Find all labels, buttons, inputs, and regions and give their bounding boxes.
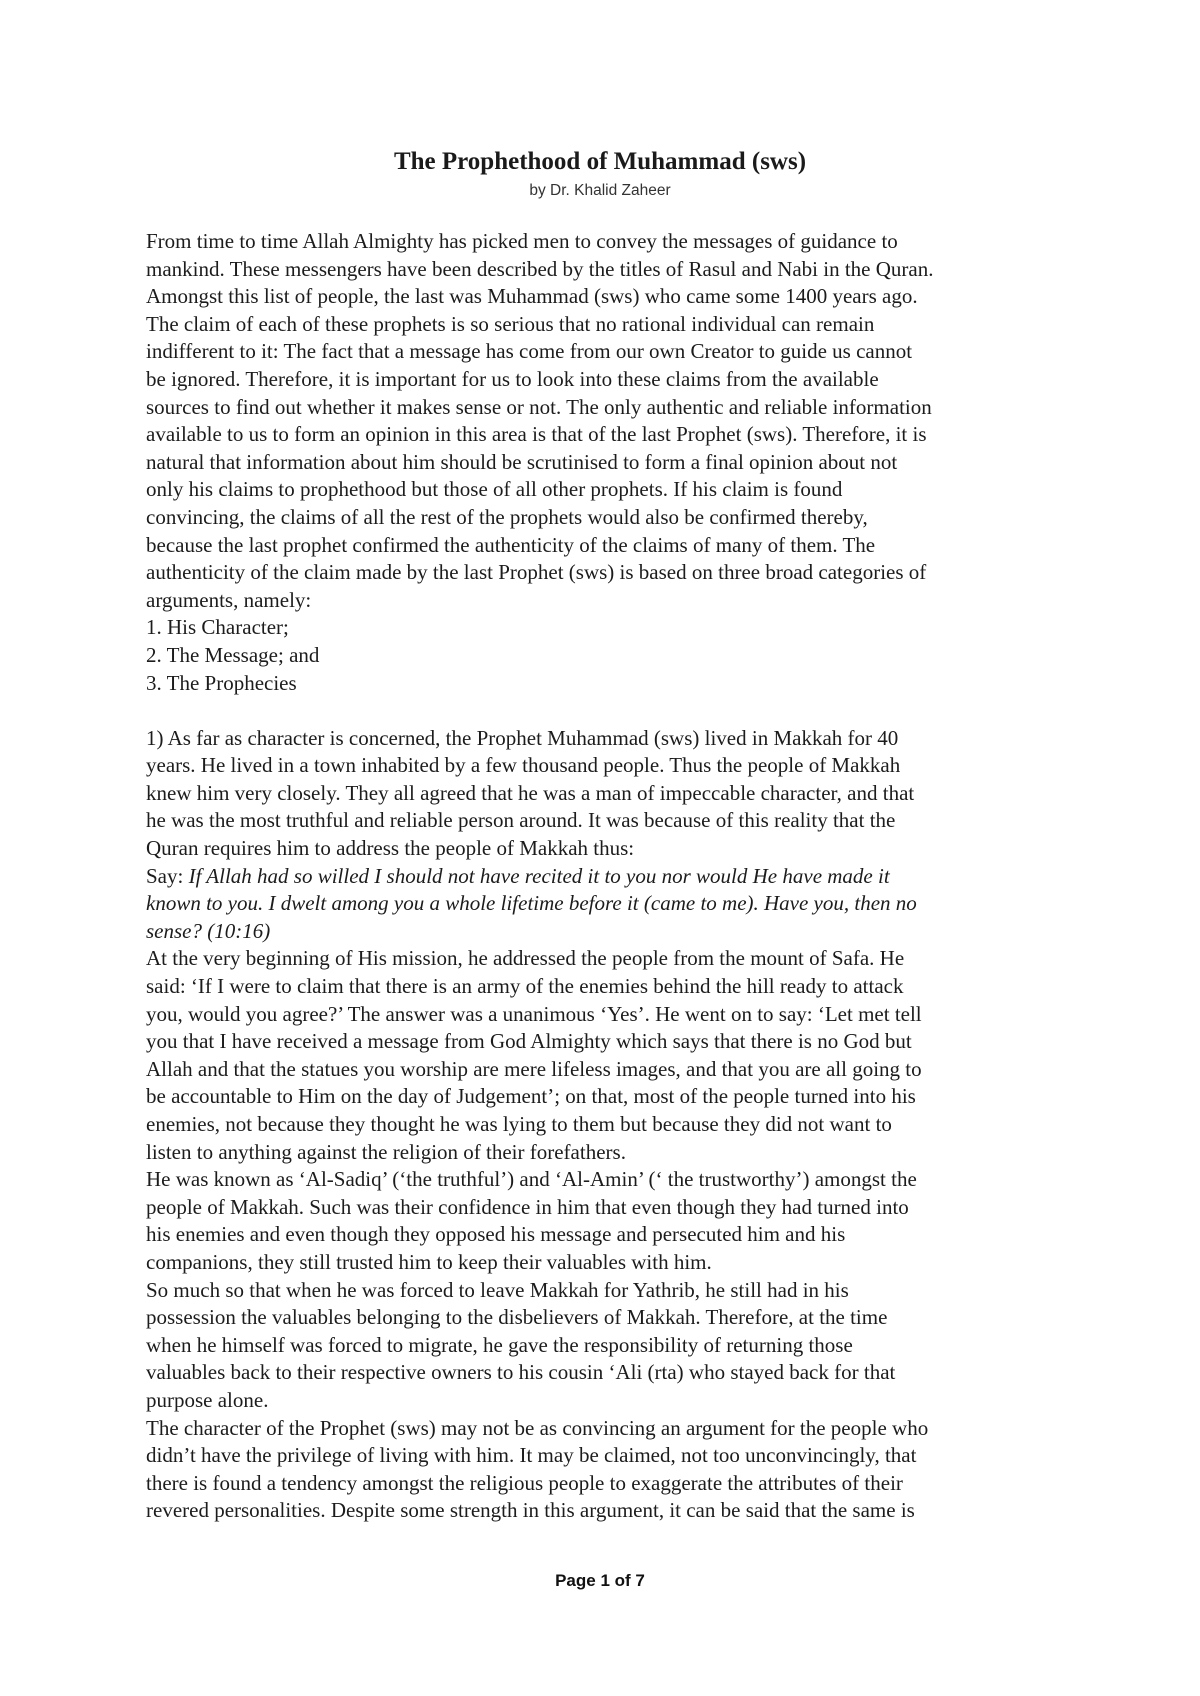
blank-line [146, 697, 1066, 725]
page-of-label: of [609, 1571, 636, 1590]
document-body [146, 228, 1066, 1525]
quote-line: sense? (10:16) [146, 918, 271, 943]
body-line: indifferent to it: The fact that a message has come from our own Creator to guide us cannot [146, 339, 913, 364]
body-line: From time to time Allah Almighty has picked men to convey the messages of guidance to [146, 229, 898, 253]
body-line: arguments, namely: [146, 587, 312, 612]
body-line: when he himself was forced to migrate, he gave the responsibility of returning those [146, 1332, 853, 1357]
body-line: convincing, the claims of all the rest of the prophets would also be confirmed thereby, [146, 504, 868, 529]
body-line: because the last prophet confirmed the authenticity of the claims of many of them. The [146, 532, 876, 557]
body-line: So much so that when he was forced to leave Makkah for Yathrib, he still had in his [146, 1277, 849, 1302]
body-line: people of Makkah. Such was their confidence in him that even though they had turned into [146, 1194, 909, 1219]
body-line: only his claims to prophethood but those of all other prophets. If his claim is found [146, 477, 843, 502]
body-line: valuables back to their respective owners to his cousin ‘Ali (rta) who stayed back for that [146, 1360, 896, 1385]
body-line: possession the valuables belonging to the disbelievers of Makkah. Therefore, at the time [146, 1305, 888, 1330]
body-line: enemies, not because they thought he was lying to them but because they did not want to [146, 1112, 892, 1136]
body-line: available to us to form an opinion in this area is that of the last Prophet (sws). Therefore, it is [146, 422, 927, 447]
list-item: 3. The Prophecies [146, 670, 297, 695]
body-line: knew him very closely. They all agreed that he was a man of impeccable character, and that [146, 780, 915, 805]
body-line: he was the most truthful and reliable person around. It was because of this reality that the [146, 808, 896, 833]
body-line: natural that information about him should be scrutinised to form a final opinion about not [146, 449, 898, 474]
body-line: listen to anything against the religion of their forefathers. [146, 1139, 626, 1164]
body-line: companions, they still trusted him to keep their valuables with him. [146, 1249, 712, 1274]
body-line: said: ‘If I were to claim that there is an army of the enemies behind the hill ready to attack [146, 974, 904, 999]
body-line: purpose alone. [146, 1387, 269, 1412]
quote-text: If Allah had so willed I should not have recited it to you nor would He have made it [188, 863, 890, 888]
document-author: by Dr. Khalid Zaheer [529, 182, 671, 199]
page-label: Page [555, 1571, 601, 1590]
body-line: 1) As far as character is concerned, the Prophet Muhammad (sws) lived in Makkah for 40 [146, 725, 899, 750]
body-line: be accountable to Him on the day of Judgement’; on that, most of the people turned into his [146, 1084, 916, 1109]
body-line: you, would you agree?’ The answer was a unanimous ‘Yes’. He went on to say: ‘Let met tell [146, 1001, 922, 1026]
body-line: revered personalities. Despite some strength in this argument, it can be said that the same is [146, 1498, 915, 1523]
total-pages: 7 [635, 1571, 645, 1590]
body-line: The character of the Prophet (sws) may not be as convincing an argument for the people who [146, 1415, 929, 1440]
body-line: years. He lived in a town inhabited by a few thousand people. Thus the people of Makkah [146, 753, 901, 778]
quote-line: known to you. I dwelt among you a whole lifetime before it (came to me). Have you, then no [146, 891, 917, 916]
body-line: Quran requires him to address the people of Makkah thus: [146, 836, 635, 861]
current-page: 1 [600, 1571, 610, 1590]
body-line: didn’t have the privilege of living with him. It may be claimed, not too unconvincingly, that [146, 1443, 917, 1468]
body-line: authenticity of the claim made by the last Prophet (sws) is based on three broad categories of [146, 560, 927, 585]
body-line: The claim of each of these prophets is so serious that no rational individual can remain [146, 311, 875, 336]
body-line: Amongst this list of people, the last was Muhammad (sws) who came some 1400 years ago. [146, 284, 918, 309]
body-line: mankind. These messengers have been described by the titles of Rasul and Nabi in the Quran. [146, 256, 934, 281]
list-item: 1. His Character; [146, 615, 289, 640]
say-label: Say: [146, 863, 189, 888]
body-line: Allah and that the statues you worship are mere lifeless images, and that you are all going to [146, 1056, 922, 1081]
quote-line [146, 863, 1066, 891]
list-item: 2. The Message; and [146, 642, 320, 667]
body-line: there is found a tendency amongst the religious people to exaggerate the attributes of their [146, 1470, 903, 1495]
body-line: his enemies and even though they opposed his message and persecuted him and his [146, 1222, 846, 1247]
body-line: sources to find out whether it makes sense or not. The only authentic and reliable information [146, 394, 932, 419]
body-line: be ignored. Therefore, it is important for us to look into these claims from the available [146, 366, 879, 391]
document-title: The Prophethood of Muhammad (sws) [393, 148, 807, 175]
body-line: At the very beginning of His mission, he addressed the people from the mount of Safa. He [146, 946, 905, 971]
body-line: He was known as ‘Al-Sadiq’ (‘the truthful’) and ‘Al-Amin’ (‘ the trustworthy’) amongst the [146, 1167, 917, 1192]
page-number-footer [0, 1570, 1200, 1592]
body-line: you that I have received a message from God Almighty which says that there is no God but [146, 1029, 912, 1054]
